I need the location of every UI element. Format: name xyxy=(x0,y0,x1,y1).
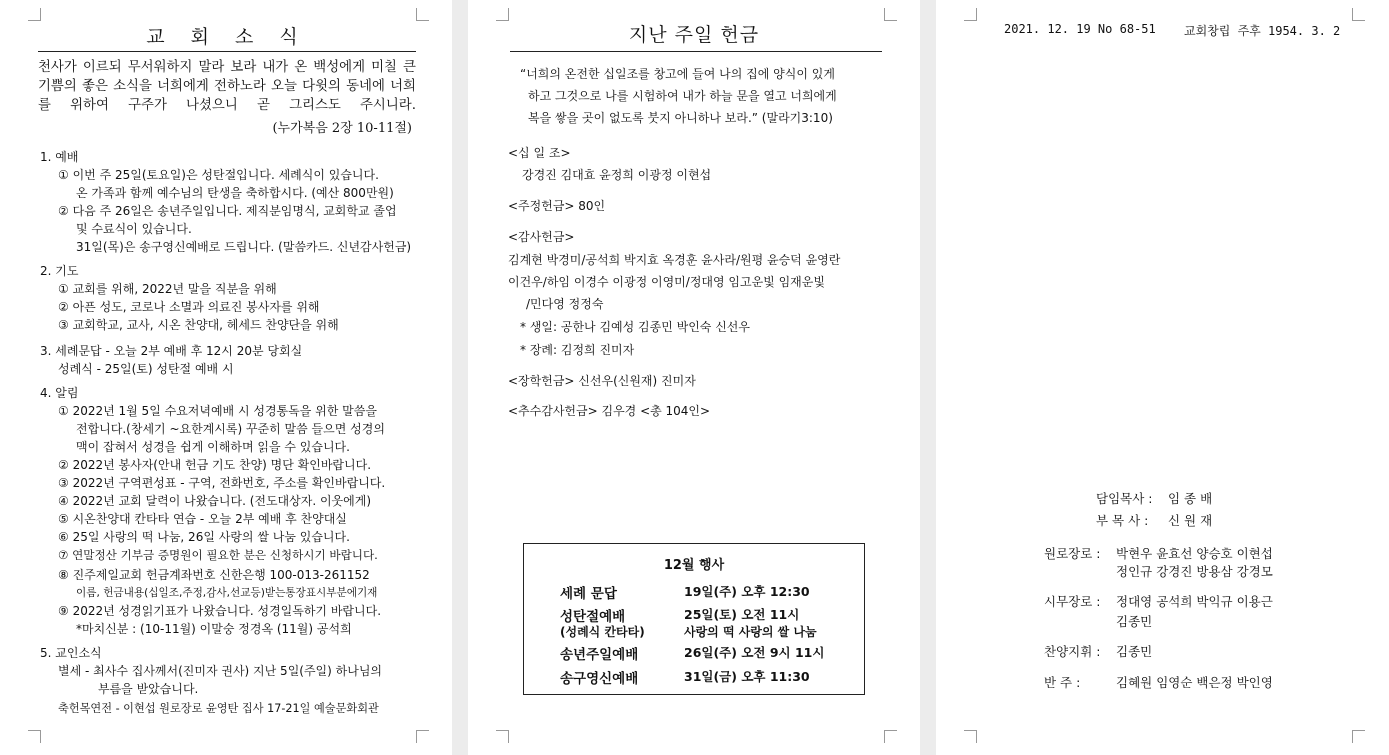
section-heading: 3. 세례문답 - 오늘 2부 예배 후 12시 20분 당회실 xyxy=(40,344,303,358)
news-line: ① 이번 주 25일(토요일)은 성탄절입니다. 세례식이 있습니다. xyxy=(58,168,379,182)
event-time: 19일(주) 오후 12:30 xyxy=(684,584,810,599)
scripture-verse-line: 하고 그것으로 나를 시험하여 내가 하늘 문을 열고 너희에게 xyxy=(528,89,837,103)
event-time: 25일(토) 오전 11시 xyxy=(684,607,800,622)
news-line: 맥이 잡혀서 성경을 쉽게 이해하며 읽을 수 있습니다. xyxy=(76,440,350,454)
offering-birthday: * 생일: 공한나 김예성 김종민 박인숙 신선우 xyxy=(520,320,750,334)
staff-names: 김종민 xyxy=(1116,644,1153,659)
title-underline xyxy=(510,51,882,52)
news-line: 축헌목연전 - 이현섭 원로장로 윤영탄 집사 17-21일 예술문화회관 xyxy=(58,702,379,715)
news-line: ③ 교회학교, 교사, 시온 찬양대, 헤세드 찬양단을 위해 xyxy=(58,318,339,332)
page-corner-mark xyxy=(1352,730,1365,743)
news-line: ⑦ 연말정산 기부금 증명원이 필요한 분은 신청하시기 바랍니다. xyxy=(58,548,378,562)
news-line: ③ 2022년 구역편성표 - 구역, 전화번호, 주소를 확인바랍니다. xyxy=(58,476,386,490)
event-name: 성탄절예배 xyxy=(560,609,626,625)
event-note: 사랑의 떡 사랑의 쌀 나눔 xyxy=(684,625,817,639)
staff-label: 부 목 사 : xyxy=(1096,513,1149,528)
staff-label: 원로장로 : xyxy=(1044,546,1101,561)
event-name: 세례 문답 xyxy=(560,586,617,602)
page-corner-mark xyxy=(496,730,509,743)
staff-names: 김혜원 임영순 백은정 박인영 xyxy=(1116,675,1273,690)
events-title: 12월 행사 xyxy=(663,558,725,573)
event-subtitle: (성례식 칸타타) xyxy=(560,625,645,639)
event-time: 26일(주) 오전 9시 11시 xyxy=(684,645,825,660)
page-corner-mark xyxy=(964,730,977,743)
news-line: ⑧ 진주제일교회 헌금계좌번호 신한은행 100-013-261152 xyxy=(58,568,370,582)
page-cover xyxy=(936,0,1389,755)
staff-label: 담임목사 : xyxy=(1096,491,1153,506)
page-corner-mark xyxy=(416,730,429,743)
title-underline xyxy=(38,51,416,52)
staff-label: 반 주 : xyxy=(1044,675,1081,690)
offering-heading-tithe: <십 일 조> xyxy=(508,146,571,160)
staff-names: 임 종 배 xyxy=(1168,491,1213,506)
offering-names: /민다영 정정숙 xyxy=(526,297,604,311)
news-line: 및 수료식이 있습니다. xyxy=(76,222,192,236)
news-line: ⑨ 2022년 성경읽기표가 나왔습니다. 성경일독하기 바랍니다. xyxy=(58,604,382,618)
news-line: 31일(목)은 송구영신예배로 드립니다. (말씀카드. 신년감사헌금) xyxy=(76,240,412,254)
scripture-verse-line: 복을 쌓을 곳이 없도록 붓지 아니하나 보라.” (말라기3:10) xyxy=(528,111,833,125)
page-corner-mark xyxy=(28,730,41,743)
news-line: ⑤ 시온찬양대 칸타타 연습 - 오늘 2부 예배 후 찬양대실 xyxy=(58,512,347,526)
page-corner-mark xyxy=(28,8,41,21)
scripture-reference: (누가복음 2장 10-11절) xyxy=(272,121,412,136)
news-line: ① 교회를 위해, 2022년 말을 직분을 위해 xyxy=(58,282,277,296)
news-line: 전합니다.(창세기 ~요한계시록) 꾸준히 말씀 들으면 성경의 xyxy=(76,422,385,436)
scripture-verse: 천사가 이르되 무서워하지 말라 보라 내가 온 백성에게 미칠 큰 기쁨의 좋은 소식을 너희에게 전하노라 오늘 다윗의 동네에 너희를 위하여 구주가 나셨으니 곧 그리스도 주시니라. xyxy=(38,60,416,113)
page-corner-mark xyxy=(1352,8,1365,21)
scripture-verse-line: “너희의 온전한 십일조를 창고에 들여 나의 집에 양식이 있게 xyxy=(520,67,835,81)
page-title: 지난 주일 헌금 xyxy=(628,24,760,46)
offering-heading-thanks: <감사헌금> xyxy=(508,230,575,244)
page-corner-mark xyxy=(884,730,897,743)
offering-scholarship: <장학헌금> 신선우(신원재) 진미자 xyxy=(508,374,696,388)
news-line: ④ 2022년 교회 달력이 나왔습니다. (전도대상자. 이웃에게) xyxy=(58,494,372,508)
church-founded: 교회창립 주후 1954. 3. 2 xyxy=(1184,24,1341,38)
news-line: ② 2022년 봉사자(안내 헌금 기도 찬양) 명단 확인바랍니다. xyxy=(58,458,372,472)
event-name: 송구영신예배 xyxy=(560,671,639,687)
news-line: 별세 - 최사수 집사께서(진미자 권사) 지난 5일(주일) 하나님의 xyxy=(58,664,383,678)
offering-names: 김계현 박경미/공석희 박지효 옥경훈 윤사라/원평 윤승덕 윤영란 xyxy=(508,253,841,267)
news-line: *마치신분 : (10-11월) 이말숭 정경옥 (11월) 공석희 xyxy=(76,622,352,636)
page-title: 교 회 소 식 xyxy=(146,26,308,48)
news-line: 온 가족과 함께 예수님의 탄생을 축하합시다. (예산 800만원) xyxy=(76,186,394,200)
section-heading: 4. 알림 xyxy=(40,386,79,400)
staff-names: 신 원 재 xyxy=(1168,513,1213,528)
offering-funeral: * 장례: 김정희 진미자 xyxy=(520,343,635,357)
section-heading: 5. 교인소식 xyxy=(40,646,102,660)
staff-label: 시무장로 : xyxy=(1044,594,1101,609)
page-corner-mark xyxy=(416,8,429,21)
news-line: ① 2022년 1월 5일 수요저녁예배 시 성경통독을 위한 말씀을 xyxy=(58,404,377,418)
offering-names: 이건우/하임 이경수 이광정 이영미/정대영 임고운빛 임재운빛 xyxy=(508,275,825,289)
staff-names: 정인규 강경진 방용삼 강경모 xyxy=(1116,564,1273,579)
offering-heading-weekly: <주정헌금> 80인 xyxy=(508,199,606,213)
news-line: 성례식 - 25일(토) 성탄절 예배 시 xyxy=(58,362,234,376)
offering-harvest: <추수감사헌금> 김우경 <총 104인> xyxy=(508,404,711,418)
news-line: ② 아픈 성도, 코로나 소멸과 의료진 봉사자를 위해 xyxy=(58,300,320,314)
december-events-box xyxy=(523,543,865,695)
staff-label: 찬양지휘 : xyxy=(1044,644,1101,659)
event-name: 송년주일예배 xyxy=(560,647,639,663)
staff-names: 박현우 윤효선 양승호 이현섭 xyxy=(1116,546,1273,561)
news-line: 이름, 헌금내용(십일조,주정,감사,선교등)받는통장표시부분에기재 xyxy=(76,587,378,599)
news-line: ② 다음 주 26일은 송년주일입니다. 제직분임명식, 교회학교 졸업 xyxy=(58,204,397,218)
offering-names: 강경진 김대효 윤정희 이광정 이현섭 xyxy=(522,168,712,182)
page-corner-mark xyxy=(964,8,977,21)
staff-names: 김종민 xyxy=(1116,614,1153,629)
news-line: ⑥ 25일 사랑의 떡 나눔, 26일 사랑의 쌀 나눔 있습니다. xyxy=(58,530,350,544)
staff-names: 정대영 공석희 박익규 이용근 xyxy=(1116,594,1273,609)
section-heading: 1. 예배 xyxy=(40,150,79,164)
section-heading: 2. 기도 xyxy=(40,264,79,278)
page-church-news xyxy=(0,0,452,755)
news-line: 부름을 받았습니다. xyxy=(98,682,199,696)
event-time: 31일(금) 오후 11:30 xyxy=(684,669,810,684)
page-offerings xyxy=(468,0,920,755)
bulletin-date: 2021. 12. 19 No 68-51 xyxy=(1004,22,1156,36)
